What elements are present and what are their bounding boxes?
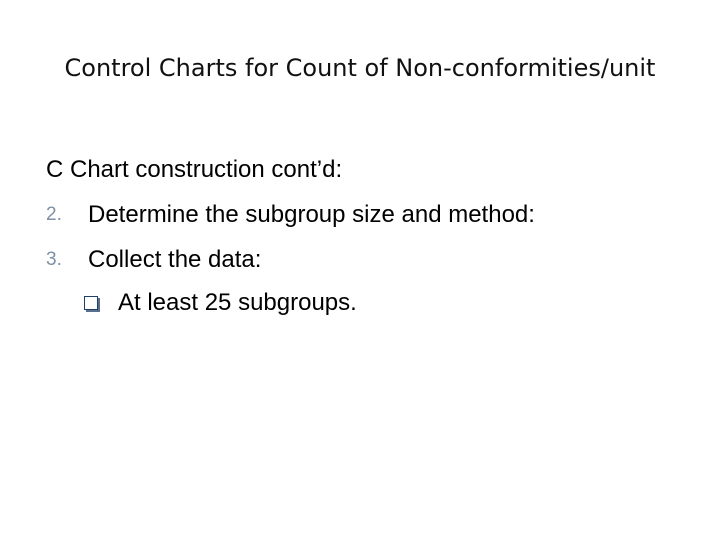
list-item-number: 3.	[46, 249, 62, 270]
slide-title: Control Charts for Count of Non-conformities/unit	[64, 54, 656, 82]
sub-list-item	[46, 283, 357, 323]
list-item-number: 2.	[46, 204, 62, 225]
list-item-2	[46, 195, 535, 235]
checkbox-icon	[84, 296, 98, 310]
intro-text: C Chart construction cont’d:	[46, 156, 343, 183]
list-item-text: Determine the subgroup size and method:	[88, 201, 535, 228]
sub-list-item-text: At least 25 subgroups.	[118, 289, 357, 316]
list-item-text: Collect the data:	[88, 246, 262, 273]
list-item-3	[46, 240, 342, 280]
slide-body	[46, 150, 535, 323]
